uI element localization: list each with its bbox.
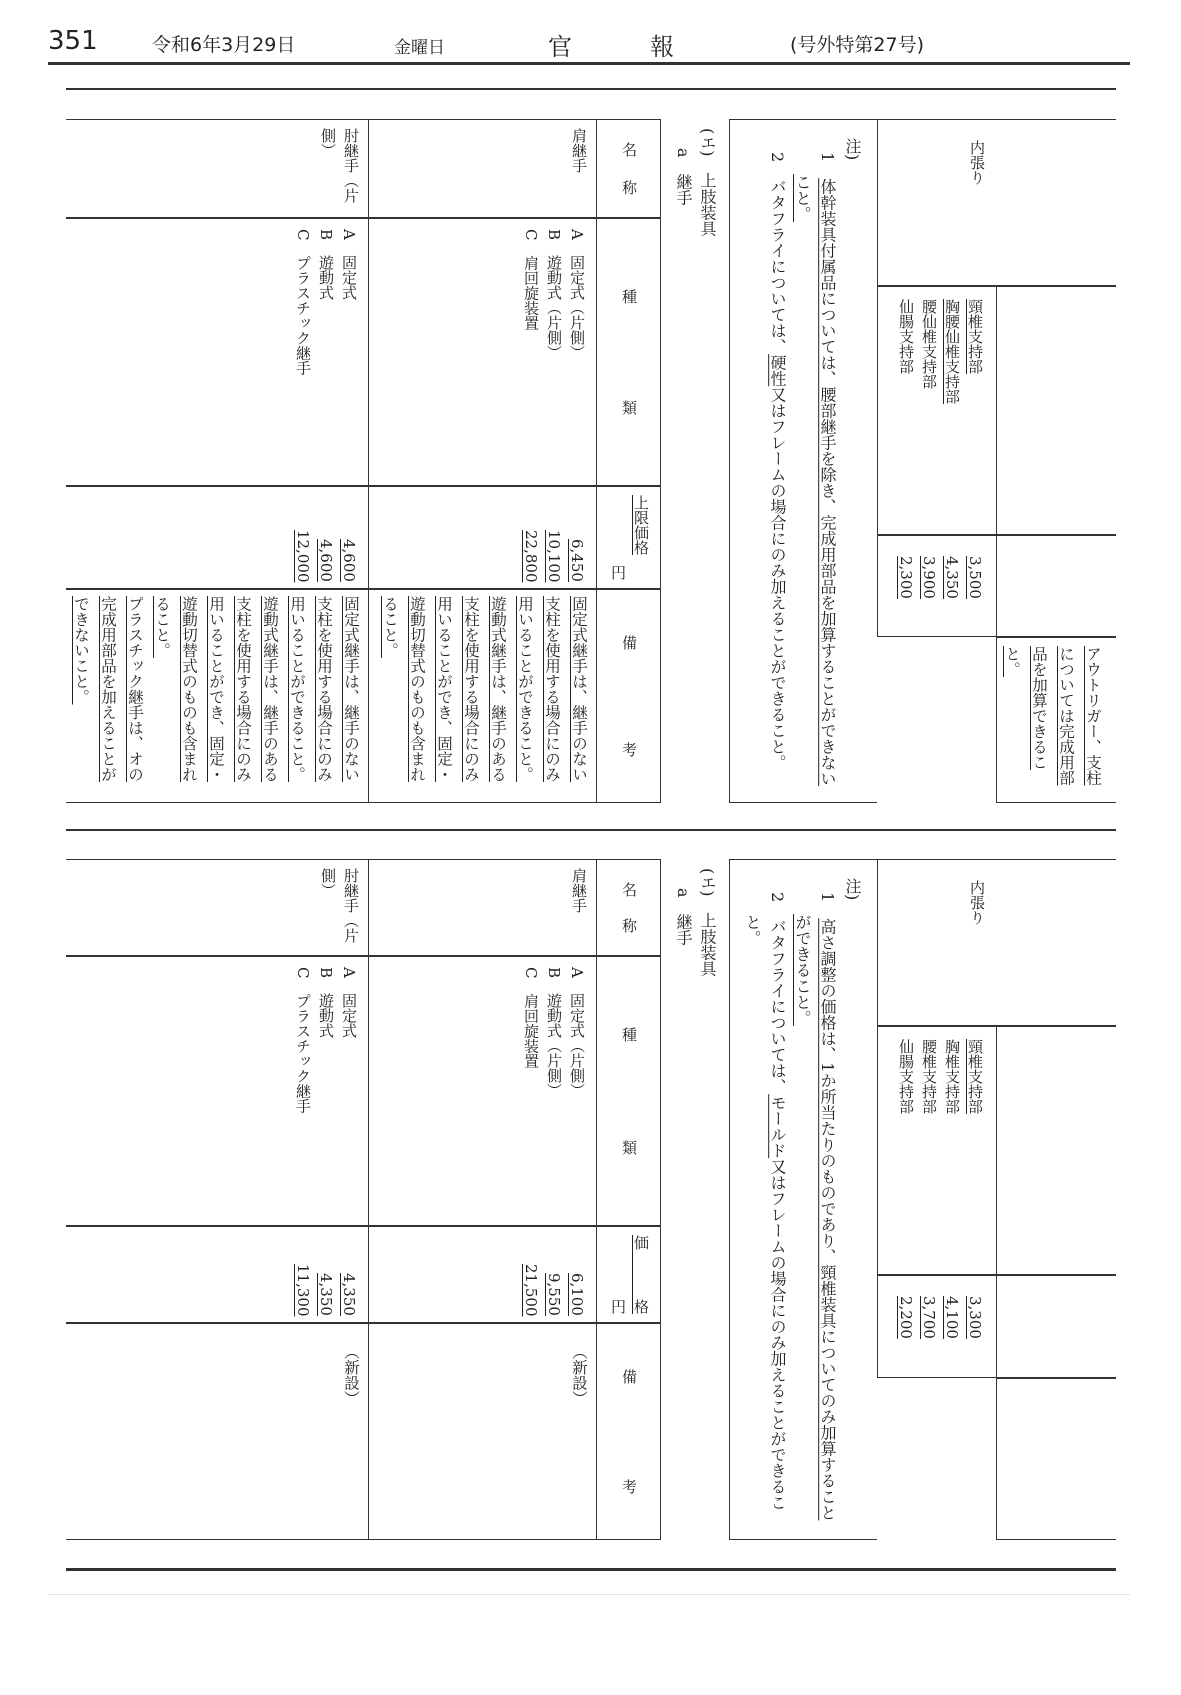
prev-remark-cell xyxy=(996,637,1116,803)
price-value: 6,100 xyxy=(568,1273,586,1316)
prev-name: 内張り xyxy=(968,140,986,185)
row-name xyxy=(66,859,368,956)
prev-name-cell xyxy=(877,119,996,286)
row-remarks xyxy=(368,1323,596,1540)
prev-empty-cell xyxy=(996,119,1116,286)
header-name: 名称 xyxy=(596,119,661,218)
prev-parts-cell xyxy=(877,286,996,535)
note-text: 又はフレームの場合にのみ加えることができること。 xyxy=(743,914,787,1511)
price-value: 11,300 xyxy=(294,1263,312,1316)
header-type: 種類 xyxy=(596,218,661,486)
type-item: C 肩回旋装置 xyxy=(522,229,540,331)
note-text: 又はフレームの場合にのみ加えることができること。 xyxy=(768,386,787,771)
prev-empty-cell xyxy=(996,1378,1116,1540)
row-name-text: 肩継手 xyxy=(570,128,588,173)
row-name-text: 肘継手（片側） xyxy=(319,128,360,203)
page-number: 351 xyxy=(48,26,98,56)
row-name xyxy=(368,859,596,956)
note-item xyxy=(765,130,790,792)
notes-box xyxy=(729,119,877,803)
price-value: 4,350 xyxy=(340,1273,358,1316)
price-value: 4,600 xyxy=(340,539,358,582)
section-divider xyxy=(66,829,1116,831)
price-value: 12,000 xyxy=(294,529,312,582)
header-name: 名称 xyxy=(596,859,661,956)
prev-price: 2,200 xyxy=(897,1296,915,1339)
section-subheading: a 継手 xyxy=(674,888,693,946)
notes-label: 注) xyxy=(843,878,862,901)
row-prices xyxy=(368,1226,596,1323)
prev-part: 胸椎支持部 xyxy=(943,1039,961,1114)
header-type: 種類 xyxy=(596,956,661,1226)
type-item: C プラスチック継手 xyxy=(294,967,312,1114)
prev-price: 3,900 xyxy=(920,556,938,599)
remark-text: 遊動式継手は、継手のある支柱を使用する場合にのみ用いることができ、固定・遊動切替式のものも含まれること。 xyxy=(153,596,279,782)
type-item: A 固定式 xyxy=(340,967,358,1038)
note-number: 1 xyxy=(818,152,837,163)
remark-text: （新設） xyxy=(342,1344,360,1406)
issue-number: (号外特第27号) xyxy=(790,34,925,56)
type-item: B 遊動式（片側） xyxy=(545,967,563,1099)
prev-parts-cell xyxy=(877,1026,996,1275)
row-prices xyxy=(66,486,368,589)
header-price-label: 上限価格 xyxy=(632,495,650,555)
note-text-amended: モールド xyxy=(768,1094,787,1159)
prev-empty-cell xyxy=(996,859,1116,1026)
row-types xyxy=(368,956,596,1226)
header-remarks: 備考 xyxy=(596,1323,661,1540)
prev-empty-cell xyxy=(996,535,1116,637)
remark-text: 固定式継手は、継手のない支柱を使用する場合にのみ用いることができること。 xyxy=(516,596,588,782)
page-edge-rule xyxy=(48,1594,1130,1595)
header-price-label: 価格 xyxy=(632,1235,650,1314)
type-item: B 遊動式（片側） xyxy=(545,229,563,361)
section-subheading: a 継手 xyxy=(674,148,693,206)
row-name-text: 肘継手（片側） xyxy=(319,868,360,943)
prev-part: 腰仙椎支持部 xyxy=(920,299,938,389)
gazette-title-2: 報 xyxy=(650,33,674,61)
price-value: 9,550 xyxy=(545,1273,563,1316)
prev-part: 仙腸支持部 xyxy=(897,1039,915,1114)
remark-text: プラスチック継手は、オの完成用部品を加えることができないこと。 xyxy=(72,596,144,782)
note-item xyxy=(790,130,840,792)
note-item xyxy=(790,870,840,1529)
section-heading: (エ) 上肢装具 xyxy=(698,128,717,237)
type-item: A 固定式（片側） xyxy=(568,967,586,1098)
prev-empty-cell xyxy=(996,286,1116,535)
prev-price: 4,100 xyxy=(943,1296,961,1339)
header-remarks: 備考 xyxy=(596,589,661,803)
header-price xyxy=(596,486,661,589)
top-rule xyxy=(66,88,1116,90)
section-heading: (エ) 上肢装具 xyxy=(698,868,717,977)
note-number: 1 xyxy=(818,892,837,903)
price-value: 4,350 xyxy=(317,1273,335,1316)
note-text: 体幹装具付属品については、腰部継手を除き、完成用部品を加算することができないこと。 xyxy=(793,174,837,787)
prev-price: 4,350 xyxy=(943,556,961,599)
header-price-unit: 円 xyxy=(609,1299,627,1314)
row-types xyxy=(66,218,368,486)
price-value: 22,800 xyxy=(522,529,540,582)
notes-label: 注) xyxy=(843,138,862,161)
remark-text: 固定式継手は、継手のない支柱を使用する場合にのみ用いることができること。 xyxy=(288,596,360,782)
remark-text: （新設） xyxy=(570,1344,588,1406)
row-types xyxy=(368,218,596,486)
row-remarks xyxy=(368,589,596,803)
weekday: 金曜日 xyxy=(394,38,445,58)
prev-price: 3,700 xyxy=(920,1296,938,1339)
bottom-rule xyxy=(66,1568,1116,1571)
prev-part: 腰椎支持部 xyxy=(920,1039,938,1114)
prev-prices-cell xyxy=(877,1275,996,1378)
row-remarks xyxy=(66,1323,368,1540)
prev-name: 内張り xyxy=(968,880,986,925)
prev-part: 胸腰仙椎支持部 xyxy=(943,299,961,404)
row-remarks xyxy=(66,589,368,803)
row-prices xyxy=(368,486,596,589)
note-text: バタフライについては、 xyxy=(768,918,787,1095)
row-prices xyxy=(66,1226,368,1323)
notes-box xyxy=(729,859,877,1540)
note-text: バタフライについては、 xyxy=(768,178,787,355)
prev-price: 3,500 xyxy=(966,556,984,599)
header-price-unit: 円 xyxy=(609,565,627,580)
prev-price: 3,300 xyxy=(966,1296,984,1339)
note-item xyxy=(740,870,790,1529)
note-number: 2 xyxy=(768,892,787,903)
row-name xyxy=(368,119,596,218)
type-item: A 固定式（片側） xyxy=(568,229,586,360)
prev-remark: アウトリガー、支柱については完成用部品を加算できること。 xyxy=(1003,646,1102,786)
issue-date: 令和6年3月29日 xyxy=(152,34,296,56)
gazette-title-1: 官 xyxy=(548,33,572,61)
price-value: 21,500 xyxy=(522,1263,540,1316)
row-name-text: 肩継手 xyxy=(570,868,588,913)
remark-text: 遊動式継手は、継手のある支柱を使用する場合にのみ用いることができ、固定・遊動切替式のものも含まれること。 xyxy=(381,596,507,782)
type-item: C プラスチック継手 xyxy=(294,229,312,376)
type-item: B 遊動式 xyxy=(317,967,335,1039)
header-price xyxy=(596,1226,661,1323)
prev-part: 頸椎支持部 xyxy=(966,1039,984,1114)
prev-part: 頸椎支持部 xyxy=(966,299,984,374)
type-item: C 肩回旋装置 xyxy=(522,967,540,1069)
prev-empty-cell xyxy=(996,1275,1116,1378)
header-rule xyxy=(48,62,1130,65)
prev-empty-cell xyxy=(996,1026,1116,1275)
prev-price: 2,300 xyxy=(897,556,915,599)
price-value: 10,100 xyxy=(545,529,563,582)
note-number: 2 xyxy=(768,152,787,163)
prev-part: 仙腸支持部 xyxy=(897,299,915,374)
note-text: 高さ調整の価格は、1か所当たりのものであり、頸椎装具についてのみ加算することができること。 xyxy=(793,914,837,1521)
prev-prices-cell xyxy=(877,535,996,637)
row-name xyxy=(66,119,368,218)
prev-name-cell xyxy=(877,859,996,1026)
row-types xyxy=(66,956,368,1226)
price-value: 6,450 xyxy=(568,539,586,582)
note-text-amended: 硬性 xyxy=(768,354,787,387)
type-item: B 遊動式 xyxy=(317,229,335,301)
type-item: A 固定式 xyxy=(340,229,358,300)
price-value: 4,600 xyxy=(317,539,335,582)
